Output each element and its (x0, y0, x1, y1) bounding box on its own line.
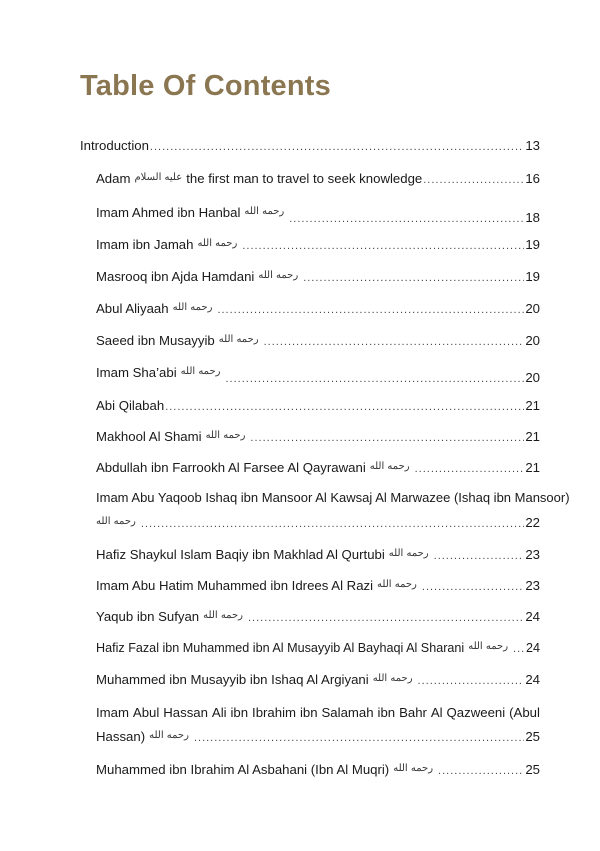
honorific-glyph: رحمه الله (258, 270, 299, 281)
toc-entry-label-text: Yaqub ibn Sufyan (96, 609, 200, 624)
toc-entry-label (96, 672, 417, 690)
toc-entry[interactable] (96, 762, 540, 780)
dot-leader (248, 610, 524, 626)
toc-entry-label (96, 301, 216, 319)
toc-entry[interactable] (96, 640, 540, 658)
toc-entry-label-text: Muhammed ibn Musayyib ibn Ishaq Al Argiyani (96, 672, 369, 687)
toc-entry-label (96, 205, 288, 223)
toc-entry-label (96, 237, 241, 255)
toc-entry-label (96, 460, 414, 478)
dot-leader (150, 139, 524, 155)
label-word: Bahr (399, 705, 427, 720)
toc-entry-label-text: Imam Sha’abi (96, 365, 177, 380)
label-word: ibn (230, 705, 249, 720)
honorific-glyph: رحمه الله (388, 548, 429, 559)
toc-page-number: 20 (525, 333, 540, 348)
honorific-glyph: رحمه الله (369, 461, 410, 472)
dot-leader (422, 579, 524, 595)
page-title: Table Of Contents (80, 70, 331, 102)
toc-page-number: 19 (525, 237, 540, 252)
toc-entry-label (96, 365, 224, 383)
label-word: Abul (132, 705, 160, 720)
toc-entry-label-text: Imam Abu Hatim Muhammed ibn Idrees Al Razi (96, 578, 374, 593)
toc-entry[interactable] (96, 729, 540, 747)
honorific-glyph: رحمه الله (244, 206, 285, 217)
toc-entry-label-text: Masrooq ibn Ajda Hamdani (96, 269, 255, 284)
toc-page-number: 20 (525, 370, 540, 385)
toc-entry[interactable] (96, 301, 540, 319)
toc-page-number: 21 (525, 460, 540, 475)
toc-page-number: 23 (525, 547, 540, 562)
toc-entry[interactable] (96, 429, 540, 447)
toc-page-number: 25 (525, 729, 540, 744)
toc-entry[interactable] (96, 578, 540, 596)
dot-leader (303, 270, 524, 286)
toc-entry-label-part: the first man to travel to seek knowledge (186, 171, 423, 186)
honorific-glyph: رحمه الله (96, 516, 136, 527)
dot-leader (264, 334, 525, 350)
toc-entry[interactable] (96, 460, 540, 478)
honorific-glyph: رحمه الله (149, 730, 189, 741)
dot-leader (438, 763, 524, 779)
toc-entry-label (96, 729, 193, 747)
toc-page-number: 24 (525, 609, 540, 624)
dot-leader (194, 730, 524, 746)
honorific-glyph: رحمه الله (197, 238, 238, 249)
label-word: ibn (377, 705, 396, 720)
label-word: Ibrahim (252, 705, 297, 720)
dot-leader (289, 211, 524, 227)
toc-page-number: 21 (525, 429, 540, 444)
honorific-glyph: رحمه الله (372, 673, 413, 684)
toc-page-number: 21 (525, 398, 540, 413)
dot-leader (415, 461, 525, 477)
toc-entry-label: Abi Qilabah (96, 398, 165, 413)
toc-entry[interactable] (96, 237, 540, 255)
dot-leader (225, 371, 524, 387)
honorific-glyph: رحمه الله (393, 763, 434, 774)
dot-leader (141, 516, 524, 532)
dot-leader (418, 673, 525, 689)
toc-entry-label-text: Imam Ahmed ibn Hanbal (96, 205, 241, 220)
toc-page-number: 19 (525, 269, 540, 284)
toc-entry-label-text: Abdullah ibn Farrookh Al Farsee Al Qayrawani (96, 460, 366, 475)
toc-entry-label (96, 429, 249, 447)
toc-entry[interactable] (80, 138, 540, 155)
honorific-glyph: رحمه الله (377, 579, 417, 590)
toc-entry-label: Introduction (80, 138, 149, 153)
label-word: Ali (211, 705, 227, 720)
toc-entry-label-text: Imam ibn Jamah (96, 237, 194, 252)
toc-entry-label (96, 609, 247, 627)
honorific-glyph: عليه السلام (134, 172, 183, 183)
honorific-glyph: رحمه الله (172, 302, 213, 313)
toc-entry-label (96, 333, 263, 351)
toc-entry-label-part: Adam (96, 171, 131, 186)
label-word: Hassan (163, 705, 208, 720)
honorific-glyph: رحمه الله (205, 430, 246, 441)
toc-entry-label-text: Hafiz Shaykul Islam Baqiy ibn Makhlad Al Qurtubi (96, 547, 385, 562)
toc-entry[interactable] (96, 333, 540, 351)
label-word: (Abul (509, 705, 540, 720)
dot-leader (242, 238, 524, 254)
dot-leader (513, 641, 525, 657)
toc-page-number: 25 (525, 762, 540, 777)
toc-page-number: 24 (525, 672, 540, 687)
toc-entry-label-text: Makhool Al Shami (96, 429, 202, 444)
toc-entry-label (96, 171, 422, 189)
dot-leader (250, 430, 524, 446)
toc-page-number: 16 (525, 171, 540, 186)
toc-entry-line1[interactable]: Imam Abu Yaqoob Ishaq ibn Mansoor Al Kawsaj Al Marwazee (Ishaq ibn Mansoor) (96, 490, 570, 505)
honorific-glyph: رحمه الله (218, 334, 259, 345)
toc-entry[interactable] (96, 171, 540, 189)
toc-entry[interactable] (96, 609, 540, 627)
dot-leader (423, 172, 524, 188)
toc-entry-label (96, 547, 433, 565)
label-word: Qazweeni (446, 705, 506, 720)
toc-entry[interactable] (96, 515, 540, 533)
toc-entry[interactable] (96, 547, 540, 565)
toc-entry-line1[interactable] (96, 705, 540, 721)
honorific-glyph: رحمه الله (203, 610, 243, 621)
toc-entry-label-text: Abul Aliyaah (96, 301, 169, 316)
toc-entry-label (96, 578, 421, 596)
toc-entry-label (96, 269, 302, 287)
toc-page-number: 20 (525, 301, 540, 316)
dot-leader (165, 399, 524, 415)
toc-entry[interactable] (96, 672, 540, 690)
label-word: Al (430, 705, 443, 720)
label-word: ibn (299, 705, 318, 720)
honorific-glyph: رحمه الله (468, 641, 509, 652)
toc-page-number: 23 (525, 578, 540, 593)
toc-entry-label (96, 640, 512, 658)
toc-entry[interactable] (96, 269, 540, 287)
honorific-glyph: رحمه الله (180, 366, 221, 377)
toc-entry[interactable] (96, 365, 540, 383)
dot-leader (217, 302, 524, 318)
toc-page-number: 22 (525, 515, 540, 530)
dot-leader (434, 548, 525, 564)
toc-entry-label (96, 762, 437, 780)
toc-entry-label-text: Hafiz Fazal ibn Muhammed ibn Al Musayyib Al Bayhaqi Al Sharani (96, 641, 465, 655)
label-word: Salamah (321, 705, 374, 720)
toc-page-number: 24 (525, 641, 540, 655)
toc-entry[interactable] (96, 398, 540, 415)
toc-entry-label-text: Muhammed ibn Ibrahim Al Asbahani (Ibn Al Muqri) (96, 762, 390, 777)
toc-entry[interactable] (96, 205, 540, 223)
toc-entry-label-text: Saeed ibn Musayyib (96, 333, 215, 348)
toc-page-number: 18 (525, 210, 540, 225)
label-word: Imam (96, 705, 129, 720)
toc-page-number: 13 (525, 138, 540, 153)
toc-entry-label-text: Hassan) (96, 729, 146, 744)
